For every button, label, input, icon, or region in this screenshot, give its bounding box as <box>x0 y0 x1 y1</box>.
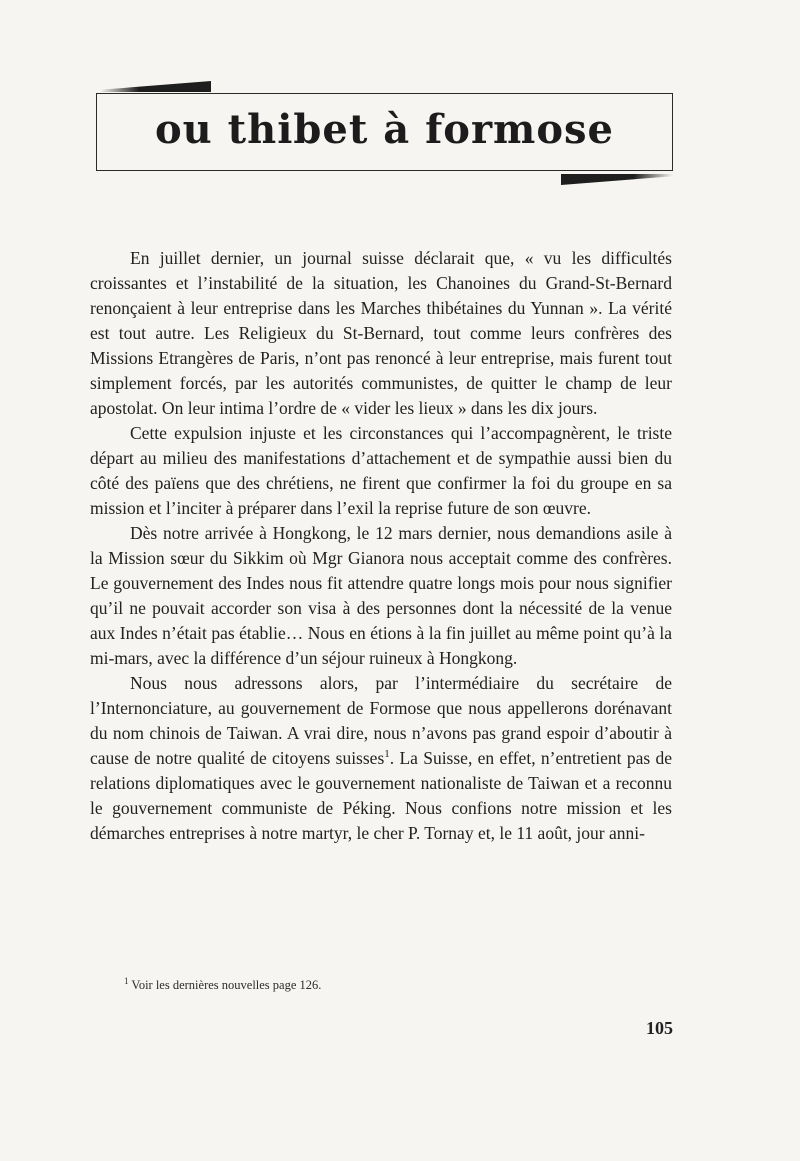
paragraph-1: En juillet dernier, un journal suisse déclarait que, « vu les difficultés croissantes et l’instabilité de la situation, les Chanoines du Grand-St-Bernard renonçaient à leur entreprise dans les Marches thibétaines du Yunnan ». La vérité est tout autre. Les Religieux du St-Bernard, tout comme leurs confrères des Missions Etrangères de Paris, n’ont pas renoncé à leur entreprise, mais furent tout simplement forcés, par les autorités communistes, de quitter le champ de leur apostolat. On leur intima l’ordre de « vider les lieux » dans les dix jours. <box>90 248 672 418</box>
footnote-text: Voir les dernières nouvelles page 126. <box>128 978 322 993</box>
article-body <box>90 246 672 846</box>
page-title: ou thibet à formose <box>154 106 615 153</box>
page-number: 105 <box>646 1018 673 1038</box>
paragraph-4 <box>90 671 672 846</box>
title-box <box>96 93 673 171</box>
title-decor-bar-top <box>100 81 211 92</box>
footnote <box>124 976 664 993</box>
paragraph-4-part-1: Nous nous adressons alors, par l’intermédiaire du secrétaire de l’Internonciature, au gouvernement de Formose que nous appellerons dorénavant du nom chinois de Taiwan. A vrai dire, nous n’avons pas grand espoir d’aboutir à cause de notre qualité de citoyens suisses <box>90 673 672 768</box>
footnote-marker: 1 <box>124 976 129 986</box>
footnote-reference: 1 <box>384 748 390 761</box>
paragraph-2: Cette expulsion injuste et les circonstances qui l’accompagnèrent, le triste départ au milieu des manifestations d’attachement et de sympathie aussi bien du côté des païens que des chrétiens, ne firent que confirmer la foi du groupe en sa mission et l’inciter à préparer dans l’exil la reprise future de son œuvre. <box>90 423 672 518</box>
paragraph-4-part-2: . La Suisse, en effet, n’entretient pas de relations diplomatiques avec le gouvernement nationaliste de Taiwan et a reconnu le gouvernement communiste de Péking. Nous confions notre mission et les démarches entreprises à notre martyr, le cher P. Tornay et, le 11 août, jour anni- <box>90 748 672 843</box>
paragraph-3: Dès notre arrivée à Hongkong, le 12 mars dernier, nous demandions asile à la Mission sœur du Sikkim où Mgr Gianora nous acceptait comme des confrères. Le gouvernement des Indes nous fit attendre quatre longs mois pour nous signifier qu’il ne pouvait accorder son visa à des personnes dont la nécessité de la venue aux Indes n’était pas établie… Nous en étions à la fin juillet au même point qu’à la mi-mars, avec la différence d’un séjour ruineux à Hongkong. <box>90 523 672 668</box>
title-decor-bar-bottom <box>561 174 673 185</box>
